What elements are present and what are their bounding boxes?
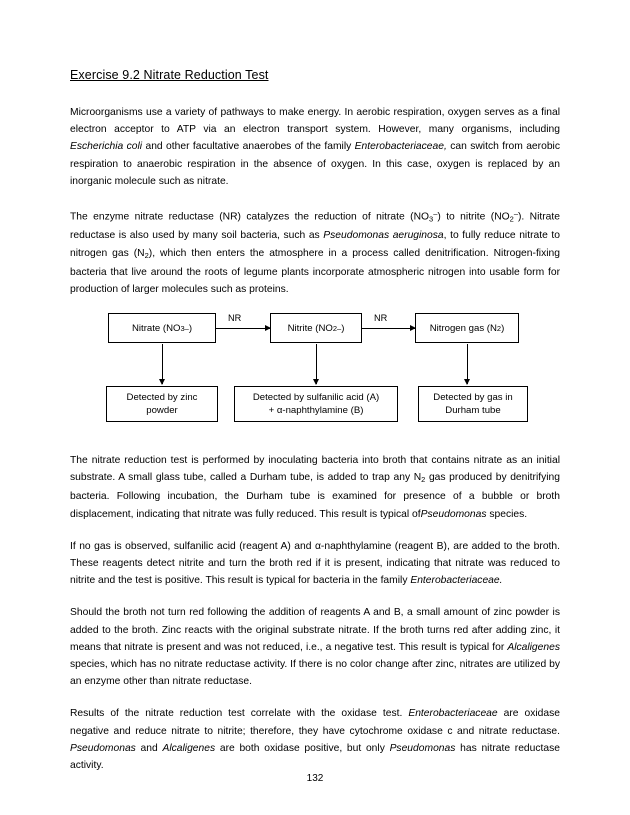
paragraph-2: The enzyme nitrate reductase (NR) catalyzes the reduction of nitrate $(NO_3^-)$ to nitrite $(NO_2^-)$. Nitrate reductase is also used by many soil bacteria, such as Pseudomonas aeruginosa, to fully reduce nitrate to nitrogen gas $(N_2)$, which then enters the atmosphere in a process called denitrification. Nitrogen-fixing bacteria that live around the roots of legume plants incorporate atmospheric nitrogen into usable form for production of larger molecules such as proteins. xyxy=(70,209,560,295)
arrow-down-nitrate-icon xyxy=(162,344,163,384)
arrow-label-nr-2: NR xyxy=(374,313,388,324)
paragraph-1: Microorganisms use a variety of pathways to make energy. In aerobic respiration, oxygen serves as a final electron acceptor to ATP via an electron transport system. However, many organisms, including Escherichia coli and other facultative anaerobes of the family Enterobacteriaceae, can switch from aerobic respiration to anaerobic respiration in the absence of oxygen. In this case, oxygen is replaced by an inorganic molecule such as nitrate. xyxy=(70,107,560,187)
diagram-box-detected-durham: Detected by gas in Durham tube xyxy=(418,386,528,422)
page-title: Exercise 9.2 Nitrate Reduction Test xyxy=(70,68,269,82)
paragraph-3: The nitrate reduction test is performed by inoculating bacteria into broth that contains nitrate as an initial substrate. A small glass tube, called a Durham tube, is added to trap any $N_2$ gas produced by denitrifying bacteria. Following incubation, the Durham tube is examined for presence of a bubble or broth displacement, indicating that nitrate was fully reduced. This result is typical ofPseudomonas species. xyxy=(70,455,561,520)
page-number: 132 xyxy=(306,773,324,784)
paragraph-4: If no gas is observed, sulfanilic acid (reagent A) and α-naphthylamine (reagent B), are added to the broth. These reagents detect nitrite and turn the broth red if it is present, indicating that nitrate was reduced to nitrite and the test is positive. This result is typical for bacteria in the family Enterobacteriaceae. xyxy=(70,540,560,587)
arrow-label-nr-1: NR xyxy=(228,313,242,324)
arrow-down-nitrite-icon xyxy=(316,344,317,384)
diagram-box-detected-sulfanilic: Detected by sulfanilic acid (A) + α-naphthylamine (B) xyxy=(234,386,398,422)
diagram-box-detected-zinc: Detected by zinc powder xyxy=(106,386,218,422)
diagram-box-nitrogen-gas: Nitrogen gas (N 2 ) xyxy=(415,313,519,343)
arrow-nitrite-to-nitrogen-icon xyxy=(362,328,415,329)
arrow-down-nitrogen-icon xyxy=(467,344,468,384)
document-body xyxy=(70,68,560,789)
nitrate-reduction-diagram xyxy=(70,313,560,438)
diagram-box-nitrite: Nitrite (NO 2 – ) xyxy=(270,313,362,343)
paragraph-6: Results of the nitrate reduction test correlate with the oxidase test. Enterobacteriaceae are oxidase negative and reduce nitrate to nitrite; therefore, they have cytochrome oxidase c and nitrate reductase. Pseudomonas and Alcaligenes are both oxidase positive, but only Pseudomonas has nitrate reductase activity. xyxy=(70,708,560,772)
diagram-box-nitrate: Nitrate (NO 3 – ) xyxy=(108,313,216,343)
paragraph-5: Should the broth not turn red following the addition of reagents A and B, a small amount of zinc powder is added to the broth. Zinc reacts with the original substrate nitrate. If the broth turns red after adding zinc, it means that nitrate is present and was not reduced, i.e., a negative test. This result is typical for Alcaligenes species, which has no nitrate reductase activity. If there is no color change after zinc, nitrates are utilized by an enzyme other than nitrate reductase. xyxy=(70,607,560,688)
arrow-nitrate-to-nitrite-icon xyxy=(216,328,270,329)
